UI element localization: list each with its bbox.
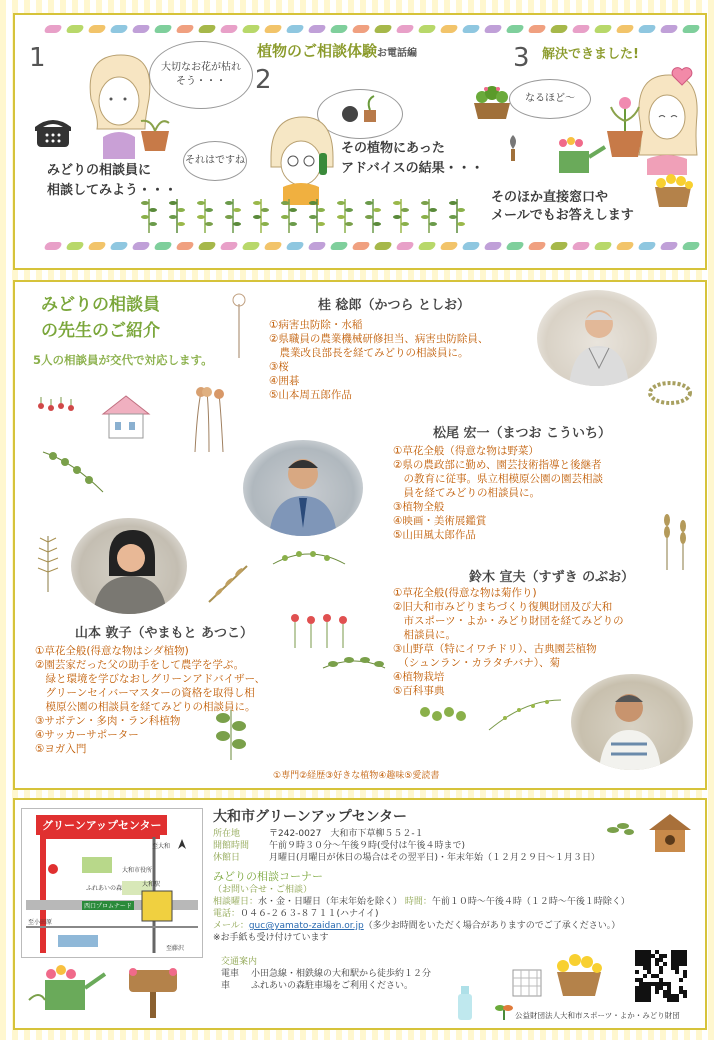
dash-mark (571, 25, 591, 33)
dash-mark (659, 25, 679, 33)
dash-mark (659, 242, 679, 250)
mail-label: メール： (213, 921, 249, 931)
dash-mark (593, 25, 613, 33)
hours-value: 午前９時３０分～午後９時(受付は午後４時まで) (269, 841, 466, 851)
herb-sprig (337, 199, 353, 233)
dash-mark (483, 25, 503, 33)
dandelion-decoration (229, 292, 249, 358)
intro-title-line1: みどりの相談員 (41, 295, 160, 315)
profile-line: ②県の農政部に勤め、園芸技術指導と後継者 (393, 459, 602, 471)
map-label-cityhall: 大和市役所 (122, 867, 153, 874)
speech-bubble-2: それはですね (183, 141, 247, 181)
map-label-yamato: 至大和 (152, 843, 171, 850)
watering-can-icon (549, 133, 607, 177)
speech-bubble-3: なるほど～ (509, 79, 591, 119)
flower-basket-icon (649, 167, 697, 209)
profile-line: ①草花全般(得意な物は菊作り) (393, 587, 537, 599)
dash-mark (219, 25, 239, 33)
qr-code[interactable] (635, 950, 687, 1002)
dash-mark (65, 242, 85, 250)
dash-mark (505, 242, 525, 250)
wire-basket-icon (509, 960, 545, 1000)
profile-line: 市スポーツ・よか・みどり財団を経てみどりの (393, 615, 624, 627)
dash-mark (527, 242, 547, 250)
map-title: グリーンアップセンター (36, 815, 167, 835)
dash-mark (329, 242, 349, 250)
intro-subtitle: 5人の相談員が交代で対応します。 (33, 353, 213, 367)
dash-mark (307, 242, 327, 250)
step2-line1: その植物にあった (341, 141, 445, 156)
advisor-name-suzuki: 鈴木 宣夫（すずき のぶお） (469, 570, 635, 585)
wilting-plant-pot-icon (135, 111, 175, 153)
garden-trowel-icon (505, 133, 521, 163)
dash-mark (461, 242, 481, 250)
dash-mark (65, 25, 85, 33)
profile-line: ①病害虫防除・水稲 (269, 319, 363, 331)
vine-decoration-center (269, 544, 349, 584)
watering-can-planter-icon (25, 960, 109, 1020)
herb-sprig (281, 199, 297, 233)
days-label: 相談曜日： (213, 897, 259, 907)
tel-value: ０４６-２６３-８７１１(ハナイイ) (240, 909, 379, 919)
step1-line1: みどりの相談員に (47, 163, 152, 178)
heart-icon (670, 65, 694, 87)
welcome-sign-icon (123, 962, 183, 1020)
dash-mark (197, 242, 217, 250)
dash-mark (351, 25, 371, 33)
dash-mark (109, 242, 129, 250)
step2-line2: アドバイスの結果・・・ (341, 161, 484, 176)
intro-title-line2: の先生のご紹介 (41, 321, 160, 341)
herb-sprig (197, 199, 213, 233)
map-label-odawara: 至小田原 (28, 919, 53, 926)
herb-sprig (225, 199, 241, 233)
center-name: 大和市グリーンアップセンター (213, 809, 408, 825)
dash-mark (153, 25, 173, 33)
time-label: 時間： (404, 897, 432, 907)
tel-label: 電話： (213, 909, 241, 919)
dash-mark (87, 25, 107, 33)
step1-line2: 相談してみよう・・・ (47, 183, 178, 198)
car-value: ふれあいの森駐車場をご利用ください。 (251, 981, 414, 991)
center-details (213, 828, 600, 864)
profile-line: ⑤ヨガ入門 (35, 743, 87, 755)
step3-number: 3 (513, 43, 530, 73)
birdhouse-icon-footer (647, 812, 693, 856)
profile-line: 相談員に。 (393, 629, 456, 641)
step3-caption (491, 189, 634, 225)
letter-note: ※お手紙も受け付けています (213, 933, 329, 943)
dash-mark (593, 242, 613, 250)
dash-mark (43, 25, 63, 33)
herb-sprig (141, 199, 157, 233)
profile-line: ④囲碁 (269, 375, 300, 387)
title-sub: お電話編 (377, 48, 418, 59)
hours-label: 開館時間 (213, 841, 250, 851)
dash-mark (285, 25, 305, 33)
dash-mark (417, 25, 437, 33)
dash-mark (461, 25, 481, 33)
profile-line: ⑤百科事典 (393, 685, 445, 697)
corner-title: みどりの相談コーナー (213, 870, 323, 883)
dried-flowers-decoration (185, 382, 235, 452)
profile-line: ②県職員の農業機械研修担当、病害虫防除員、 (269, 333, 489, 345)
intro-title (41, 292, 160, 344)
step3-line1: そのほか直接窓口や (491, 190, 609, 205)
advisor-profile-matsuo (393, 444, 603, 542)
dash-mark (175, 242, 195, 250)
advisor-photo-suzuki (571, 674, 693, 770)
inquiry-heading: （お問い合せ・ご相談） (213, 885, 313, 895)
fern-decoration (33, 532, 63, 592)
profile-line: ④映画・美術展鑑賞 (393, 515, 487, 527)
profile-legend: ①専門②経歴③好きな植物④趣味⑤愛読書 (273, 771, 440, 781)
dash-mark (439, 242, 459, 250)
plant-box-icon (470, 81, 514, 121)
profile-line: ③サボテン・多肉・ラン科植物 (35, 715, 181, 727)
advisor-photo-katsura (537, 290, 657, 386)
profile-line: 模原公園の相談員を経てみどりの相談員に。 (35, 701, 256, 713)
profile-line: の教育に従事。県立相模原公園の園芸相談 (393, 473, 603, 485)
bottle-icon (455, 984, 475, 1024)
profile-line: ③植物全般 (393, 501, 445, 513)
advisor-name-matsuo: 松尾 宏一（まつお こういち） (433, 426, 612, 441)
dash-mark (417, 242, 437, 250)
dash-mark (285, 242, 305, 250)
dash-mark (263, 25, 283, 33)
foundation-logo-icon (493, 1000, 515, 1022)
dash-mark (615, 242, 635, 250)
traffic-title: 交通案内 (221, 957, 258, 967)
profile-line: ①草花全般(得意な物はシダ植物) (35, 645, 189, 657)
dash-mark (219, 242, 239, 250)
wheat-sheaf-decoration (205, 562, 251, 606)
map-label-fureai: ふれあいの森 (86, 885, 123, 892)
berries-decoration (33, 392, 83, 422)
step3-title: 解決できました! (542, 47, 639, 62)
mail-note: （多少お時間をいただく場合がありますのでご了承ください。） (363, 921, 621, 931)
days-value: 水・金・日曜日（年末年始を除く） (258, 897, 403, 907)
traffic-details (221, 968, 431, 992)
ivy-vine-decoration (39, 442, 109, 502)
profile-line: ②旧大和市みどりまちづくり復興財団及び大和 (393, 601, 613, 613)
dash-mark (571, 242, 591, 250)
herb-sprig (449, 199, 465, 233)
page-title (257, 40, 417, 61)
profile-line: ④サッカーサポーター (35, 729, 139, 741)
advisor-photo-matsuo (243, 440, 363, 536)
clover-decoration (415, 702, 475, 732)
dash-mark (43, 242, 63, 250)
profile-line: 緑と環境を学びなおしグリーンアドバイザー、 (35, 673, 266, 685)
potted-leaf-decoration (211, 700, 251, 760)
herb-sprig (365, 199, 381, 233)
dash-mark (131, 242, 151, 250)
dash-mark (307, 25, 327, 33)
advisor-name-yamamoto: 山本 敦子（やまもと あつこ） (75, 626, 254, 641)
dash-mark (329, 25, 349, 33)
map-label-station: 大和駅 (142, 881, 161, 888)
bottom-dash-border (45, 242, 705, 252)
dash-mark (351, 242, 371, 250)
yellow-flower-basket-icon (549, 948, 609, 1000)
dash-mark (681, 242, 701, 250)
profile-line: ③桜 (269, 361, 289, 373)
dash-mark (439, 25, 459, 33)
herb-sprig (309, 199, 325, 233)
profile-line: （シュンラン・カラタチバナ）、菊 (393, 657, 561, 669)
advisor-profile-katsura (269, 318, 488, 402)
sprig-decoration (485, 694, 565, 734)
leaf-garland-decoration (319, 652, 389, 682)
consult-details (213, 896, 703, 944)
email-link[interactable]: guc@yamato-zaidan.or.jp (248, 921, 364, 931)
closed-label: 休館日 (213, 853, 241, 863)
dash-mark (197, 25, 217, 33)
train-label: 電車 (221, 969, 240, 979)
organization-name: 公益財団法人大和市スポーツ・よか・みどり財団 (515, 1011, 680, 1020)
profile-line: ⑤山本周五郎作品 (269, 389, 352, 401)
car-label: 車 (221, 981, 231, 991)
wreath-decoration (645, 378, 695, 408)
profile-line: ④植物栽培 (393, 671, 445, 683)
step1-number: 1 (29, 43, 46, 73)
dash-mark (395, 242, 415, 250)
dash-mark (373, 242, 393, 250)
address-value: 〒242-0027 大和市下草柳５５２-１ (269, 829, 424, 839)
time-value: 午前１０時～午後４時（１２時～午後１時除く） (431, 897, 630, 907)
dash-mark (241, 25, 261, 33)
herb-sprig (169, 199, 185, 233)
herb-row-decoration (139, 193, 489, 235)
dash-mark (681, 25, 701, 33)
herb-sprig (421, 199, 437, 233)
map-label-promenade: 西口プロムナード (84, 903, 132, 910)
birdhouse-icon (99, 392, 153, 442)
profile-line: グリーンセイバーマスターの資格を取得し相 (35, 687, 255, 699)
wheat-decoration (655, 510, 695, 570)
red-flowers-decoration (285, 610, 355, 650)
access-map (21, 808, 203, 958)
step3-line2: メールでもお答えします (491, 208, 634, 223)
herb-sprig (253, 199, 269, 233)
dash-mark (241, 242, 261, 250)
telephone-icon (33, 115, 73, 149)
closed-value: 月曜日(月曜日が休日の場合はその翌平日)・年末年始（１２月２９日～１月３日） (269, 853, 601, 863)
flowering-plant-pot-icon (603, 91, 647, 159)
advisor-introduction-panel (13, 280, 707, 790)
profile-line: 員を経てみどりの相談員に。 (393, 487, 540, 499)
profile-line: ⑤山田風太郎作品 (393, 529, 476, 541)
advisor-photo-yamamoto (71, 518, 187, 614)
dash-mark (549, 242, 569, 250)
dash-mark (153, 242, 173, 250)
dash-mark (637, 242, 657, 250)
top-dash-border (45, 25, 705, 35)
profile-line: 農業改良部長を経てみどりの相談員に。 (269, 347, 469, 359)
dash-mark (131, 25, 151, 33)
center-info-panel (13, 798, 707, 1030)
profile-line: ③山野草（特にイワチドリ）、古典園芸植物 (393, 643, 597, 655)
leaf-sprig-icon (605, 816, 635, 840)
step2-caption (341, 139, 484, 179)
address-label: 所在地 (213, 829, 241, 839)
consultation-experience-panel (13, 13, 707, 270)
dash-mark (395, 25, 415, 33)
train-value: 小田急線・相鉄線の大和駅から徒歩約１２分 (251, 969, 432, 979)
dash-mark (637, 25, 657, 33)
dash-mark (505, 25, 525, 33)
dash-mark (527, 25, 547, 33)
title-main: 植物のご相談体験 (257, 42, 378, 60)
advisor-name-katsura: 桂 稔郎（かつら としお） (318, 298, 471, 313)
step2-number: 2 (255, 65, 272, 95)
map-label-fujisawa: 至藤沢 (166, 945, 185, 952)
advisor-woman-illustration (261, 109, 341, 205)
dash-mark (615, 25, 635, 33)
speech-bubble-1: 大切なお花が枯れ そう・・・ (149, 41, 253, 109)
dash-mark (373, 25, 393, 33)
dash-mark (549, 25, 569, 33)
profile-line: ②園芸家だった父の助手をして農学を学ぶ。 (35, 659, 245, 671)
dash-mark (109, 25, 129, 33)
dash-mark (263, 242, 283, 250)
profile-line: ①草花全般（得意な物は野菜） (393, 445, 539, 457)
dash-mark (87, 242, 107, 250)
dash-mark (483, 242, 503, 250)
herb-sprig (393, 199, 409, 233)
dash-mark (175, 25, 195, 33)
